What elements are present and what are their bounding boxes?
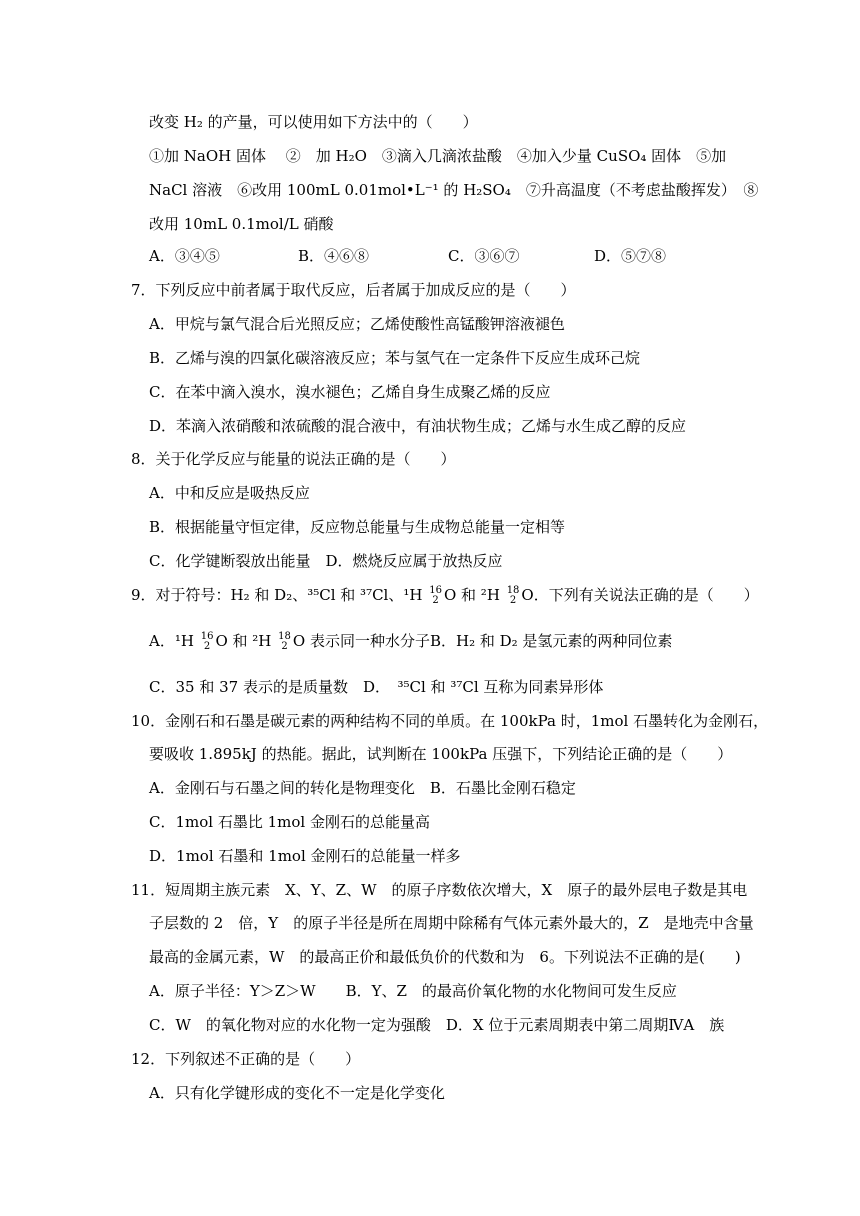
- q7-option-c: C．在苯中滴入溴水，溴水褪色；乙烯自身生成聚乙烯的反应: [149, 383, 551, 401]
- q7-option-d: D．苯滴入浓硝酸和浓硫酸的混合液中，有油状物生成；乙烯与水生成乙醇的反应: [149, 417, 687, 435]
- q12-option-a: A．只有化学键形成的变化不一定是化学变化: [149, 1084, 445, 1102]
- q6-option-b: B．④⑥⑧: [298, 247, 370, 265]
- q9-option-cd: C．35 和 37 表示的是质量数 D． ³⁵Cl 和 ³⁷Cl 互称为同素异形体: [149, 678, 604, 696]
- q7-option-b: B．乙烯与溴的四氯化碳溶液反应；苯与氢气在一定条件下反应生成环己烷: [149, 349, 641, 367]
- q11-stem-line2: 子层数的 2 倍，Y 的原子半径是所在周期中除稀有气体元素外最大的，Z 是地壳中含量: [149, 914, 754, 932]
- q8-option-b: B．根据能量守恒定律，反应物总能量与生成物总能量一定相等: [149, 518, 566, 536]
- q11-option-cd: C．W 的氧化物对应的水化物一定为强酸 D．X 位于元素周期表中第二周期ⅣA 族: [149, 1016, 725, 1034]
- q7-option-a: A．甲烷与氯气混合后光照反应；乙烯使酸性高锰酸钾溶液褪色: [149, 315, 565, 333]
- q9-opt-iso-a-bottom: 2: [203, 641, 211, 652]
- q9-isotope-16-2: [429, 586, 442, 606]
- q9-option-a-isotope-16-2: [201, 632, 214, 652]
- q9-iso-a-top: 16: [429, 585, 442, 596]
- q9-iso-b-bottom: 2: [509, 595, 517, 606]
- q8-stem: 8．关于化学反应与能量的说法正确的是（ ）: [131, 450, 456, 468]
- q8-option-cd: C．化学键断裂放出能量 D．燃烧反应属于放热反应: [149, 552, 503, 570]
- q10-stem-line2: 要吸收 1.895kJ 的热能。据此，试判断在 100kPa 压强下，下列结论正确的是（ ）: [149, 745, 733, 763]
- q6-methods-line1: ①加 NaOH 固体 ② 加 H₂O ③滴入几滴浓盐酸 ④加入少量 CuSO₄ 固体 ⑤加: [149, 147, 727, 165]
- q6-methods-line2: NaCl 溶液 ⑥改用 100mL 0.01mol•L⁻¹ 的 H₂SO₄ ⑦升高温度（不考虑盐酸挥发） ⑧: [149, 181, 759, 199]
- q7-stem: 7．下列反应中前者属于取代反应，后者属于加成反应的是（ ）: [131, 281, 576, 299]
- q11-option-ab: A．原子半径：Y＞Z＞W B．Y、Z 的最高价氧化物的水化物间可发生反应: [149, 982, 677, 1000]
- q9-stem-part3: O．下列有关说法正确的是（ ）: [521, 586, 759, 604]
- q6-methods-line3: 改用 10mL 0.1mol/L 硝酸: [149, 215, 334, 233]
- q12-stem: 12．下列叙述不正确的是（ ）: [131, 1050, 361, 1068]
- q9-iso-a-bottom: 2: [432, 595, 439, 606]
- q9-opt-iso-a-top: 16: [200, 631, 214, 642]
- q9-opt-iso-b-top: 18: [278, 631, 291, 642]
- q9-option-ab: [149, 631, 672, 652]
- q9-stem-part1: 9．对于符号：H₂ 和 D₂、³⁵Cl 和 ³⁷Cl、¹H: [131, 586, 423, 604]
- q11-stem-line1: 11．短周期主族元素 X、Y、Z、W 的原子序数依次增大，X 原子的最外层电子数是其电: [131, 881, 748, 899]
- q8-option-a: A．中和反应是吸热反应: [149, 484, 310, 502]
- q9-option-a-part1: A．¹H: [149, 632, 194, 650]
- q9-option-a-part2: O 和 ²H: [215, 632, 272, 650]
- q6-stem-line: 改变 H₂ 的产量，可以使用如下方法中的（ ）: [149, 113, 478, 131]
- q6-option-d: D．⑤⑦⑧: [594, 247, 667, 265]
- q9-isotope-18-2: [507, 586, 520, 606]
- q9-iso-b-top: 18: [506, 585, 520, 596]
- q10-stem-line1: 10．金刚石和石墨是碳元素的两种结构不同的单质。在 100kPa 时，1mol 石墨转化为金刚石，: [131, 712, 769, 730]
- q10-option-ab: A．金刚石与石墨之间的转化是物理变化 B．石墨比金刚石稳定: [149, 779, 576, 797]
- q11-stem-line3: 最高的金属元素，W 的最高正价和最低负价的代数和为 6。下列说法不正确的是( ): [149, 948, 741, 966]
- q9-option-a-isotope-18-2: [278, 632, 291, 652]
- q9-stem-part2: O 和 ²H: [443, 586, 500, 604]
- q9-stem: [131, 585, 759, 606]
- q10-option-d: D．1mol 石墨和 1mol 金刚石的总能量一样多: [149, 847, 461, 865]
- q9-opt-iso-b-bottom: 2: [281, 641, 288, 652]
- q6-option-c: C．③⑥⑦: [448, 247, 520, 265]
- q9-option-a-part3: O 表示同一种水分子B．H₂ 和 D₂ 是氢元素的两种同位素: [292, 632, 673, 650]
- q6-option-a: A．③④⑤: [149, 247, 220, 265]
- q10-option-c: C．1mol 石墨比 1mol 金刚石的总能量高: [149, 813, 430, 831]
